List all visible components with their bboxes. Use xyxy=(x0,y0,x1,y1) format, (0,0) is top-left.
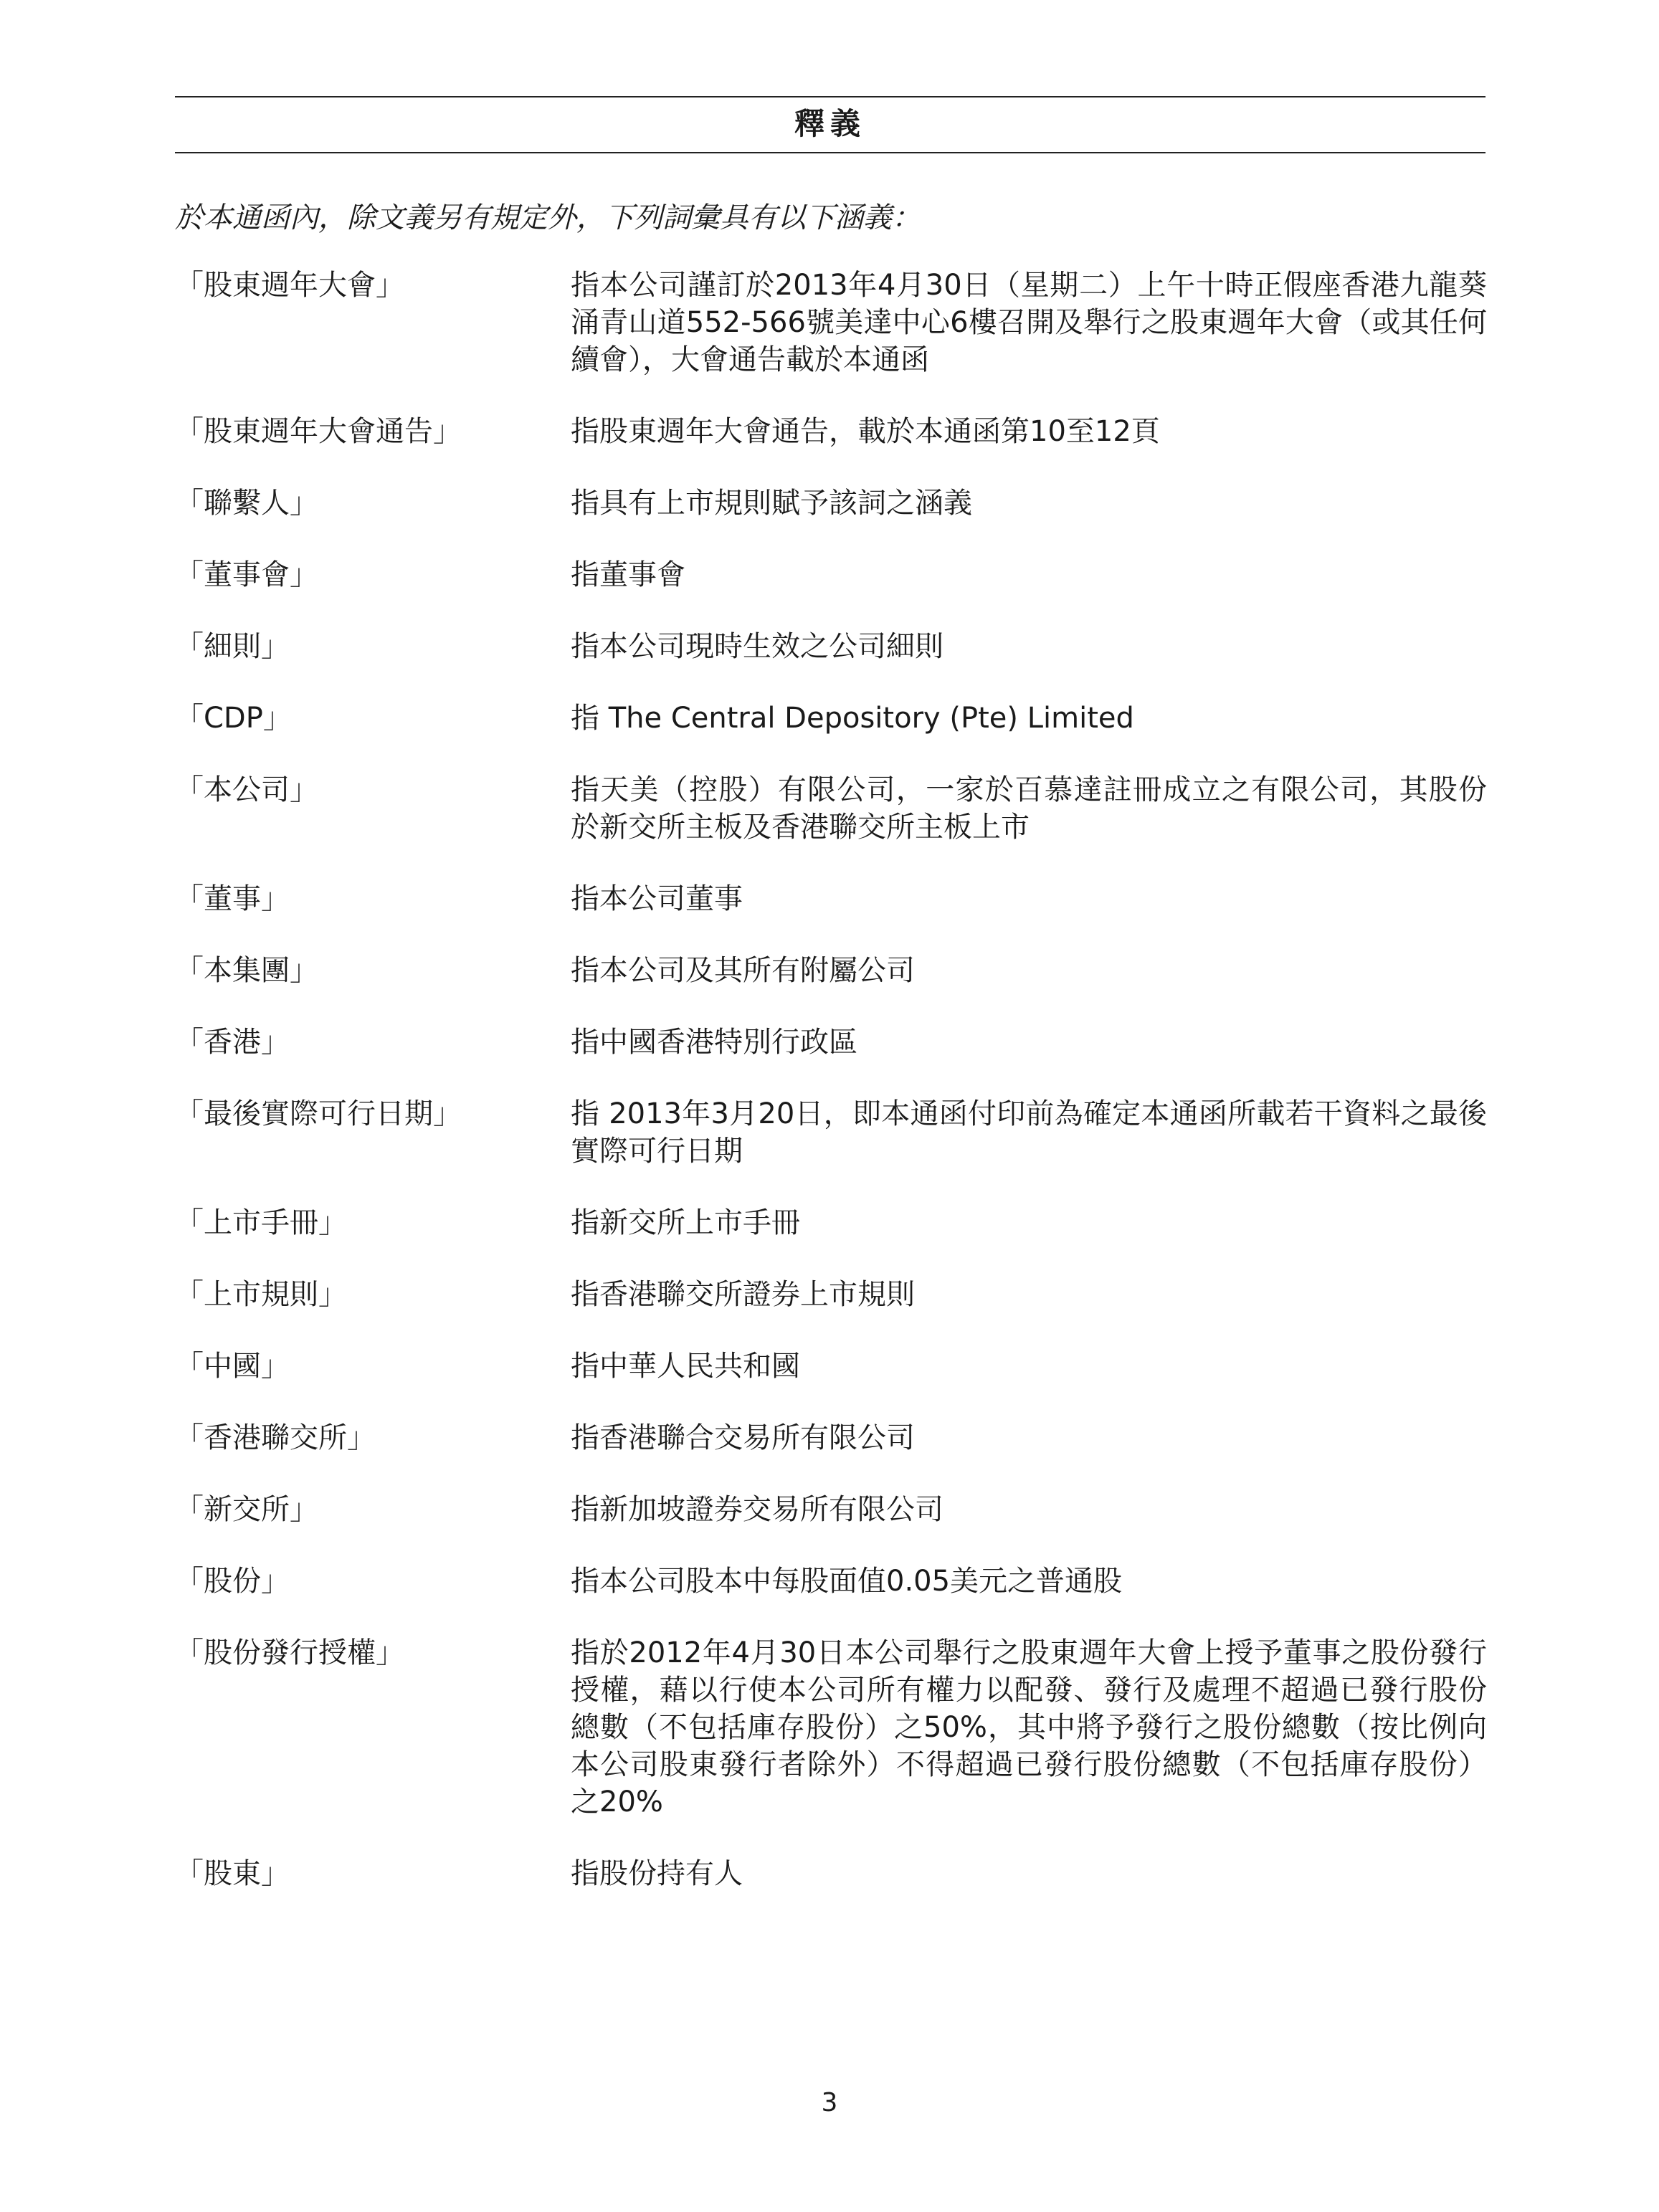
definition-term: 「股份發行授權」 xyxy=(175,1636,404,1669)
definition-row xyxy=(175,1095,1487,1170)
definition-meaning: 指中華人民共和國 xyxy=(571,1350,800,1383)
page-title: 釋義 xyxy=(794,106,866,141)
definition-term: 「香港聯交所」 xyxy=(175,1421,376,1454)
definition-meaning: 指香港聯交所證券上市規則 xyxy=(571,1278,915,1311)
intro-paragraph: 於本通函內，除文義另有規定外，下列詞彙具有以下涵義： xyxy=(175,201,921,234)
definition-meaning: 指董事會 xyxy=(571,558,685,591)
definition-term: 「股東」 xyxy=(175,1857,290,1890)
definition-term: 「上市規則」 xyxy=(175,1278,347,1311)
definition-row xyxy=(175,1855,1487,1892)
definition-term: 「聯繫人」 xyxy=(175,487,318,520)
definition-row xyxy=(175,952,1487,989)
definition-meaning: 指天美（控股）有限公司，一家於百慕達註冊成立之有限公司，其股份於新交所主板及香港聯交所主板上市 xyxy=(571,773,1487,844)
definition-meaning: 指新交所上市手冊 xyxy=(571,1206,800,1239)
definition-row xyxy=(175,413,1487,450)
definition-row xyxy=(175,1419,1487,1457)
definition-row xyxy=(175,485,1487,522)
definitions-list xyxy=(175,267,1487,1927)
header-bottom-rule xyxy=(175,152,1486,153)
definition-meaning: 指 2013年3月20日，即本通函付印前為確定本通函所載若干資料之最後實際可行日期 xyxy=(571,1097,1487,1168)
definition-row xyxy=(175,1348,1487,1385)
definition-meaning: 指本公司股本中每股面值0.05美元之普通股 xyxy=(571,1565,1123,1598)
definition-row xyxy=(175,1634,1487,1821)
definition-term: 「本公司」 xyxy=(175,773,318,806)
definition-term: 「股東週年大會」 xyxy=(175,269,404,302)
definition-term: 「中國」 xyxy=(175,1350,290,1383)
definition-meaning: 指本公司現時生效之公司細則 xyxy=(571,630,943,663)
definition-meaning: 指股份持有人 xyxy=(571,1857,743,1890)
definition-row xyxy=(175,700,1487,737)
definition-row xyxy=(175,771,1487,846)
definition-row xyxy=(175,628,1487,665)
page-number: 3 xyxy=(821,2088,838,2117)
definition-row xyxy=(175,880,1487,917)
definition-term: 「細則」 xyxy=(175,630,290,663)
definition-term: 「新交所」 xyxy=(175,1493,318,1526)
definition-row xyxy=(175,1276,1487,1313)
definition-term: 「上市手冊」 xyxy=(175,1206,347,1239)
definition-row xyxy=(175,1204,1487,1241)
definition-term: 「股東週年大會通告」 xyxy=(175,415,462,448)
definition-term: 「本集團」 xyxy=(175,954,318,987)
definition-row xyxy=(175,1491,1487,1528)
definition-row xyxy=(175,556,1487,593)
definition-term: 「CDP」 xyxy=(175,702,292,735)
definition-meaning: 指新加坡證券交易所有限公司 xyxy=(571,1493,943,1526)
definition-term: 「最後實際可行日期」 xyxy=(175,1097,462,1130)
header-top-rule xyxy=(175,96,1486,97)
definition-meaning: 指 The Central Depository (Pte) Limited xyxy=(571,702,1134,735)
definition-term: 「股份」 xyxy=(175,1565,290,1598)
definition-meaning: 指本公司及其所有附屬公司 xyxy=(571,954,915,987)
definition-meaning: 指本公司董事 xyxy=(571,882,743,915)
definition-meaning: 指本公司謹訂於2013年4月30日（星期二）上午十時正假座香港九龍葵涌青山道552-566號美達中心6樓召開及舉行之股東週年大會（或其任何續會），大會通告載於本通函 xyxy=(571,269,1487,376)
definition-term: 「董事會」 xyxy=(175,558,318,591)
definition-row xyxy=(175,267,1487,378)
definition-meaning: 指中國香港特別行政區 xyxy=(571,1026,857,1059)
definition-meaning: 指具有上市規則賦予該詞之涵義 xyxy=(571,487,972,520)
definition-meaning: 指於2012年4月30日本公司舉行之股東週年大會上授予董事之股份發行授權，藉以行使本公司所有權力以配發、發行及處理不超過已發行股份總數（不包括庫存股份）之50%，其中將予發行之股份總數（按比例向本公司股東發行者除外）不得超過已發行股份總數（不包括庫存股份）之20% xyxy=(571,1636,1487,1818)
definition-meaning: 指香港聯合交易所有限公司 xyxy=(571,1421,915,1454)
definition-meaning: 指股東週年大會通告，載於本通函第10至12頁 xyxy=(571,415,1160,448)
definition-row xyxy=(175,1563,1487,1600)
definition-term: 「香港」 xyxy=(175,1026,290,1059)
definition-term: 「董事」 xyxy=(175,882,290,915)
definition-row xyxy=(175,1024,1487,1061)
